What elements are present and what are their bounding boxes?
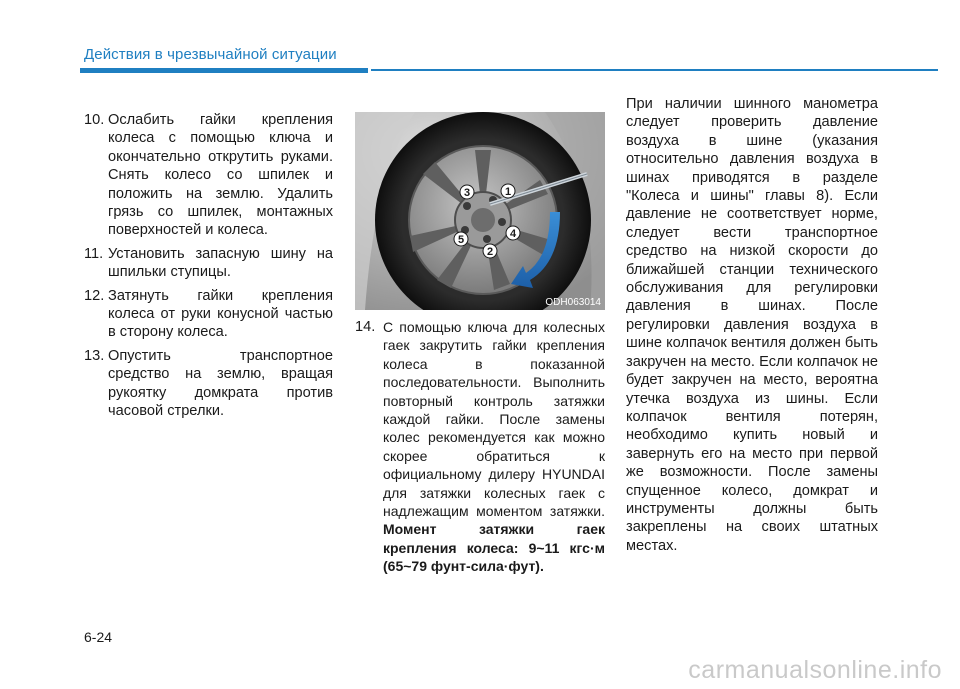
step-text: С помощью ключа для колесных гаек закрутить гайки крепления колеса в показанной последовательности. Выполнить повторный контроль затяжки каждой гайки. После замены колес рекомендуется как можно скорее обратиться к официальному дилеру HYUNDAI для затяжки колесных гаек с надлежащим моментом затяжки. <box>383 319 605 520</box>
header-rule-thin <box>371 69 938 71</box>
step-text: Затянуть гайки крепления колеса от руки конусной частью в сторону колеса. <box>108 287 333 341</box>
step-number: 14. <box>355 319 376 335</box>
marker-2: 2 <box>486 246 494 258</box>
step-10 <box>84 111 333 240</box>
marker-3: 3 <box>463 187 471 199</box>
step-13 <box>84 347 333 421</box>
step-number: 12. <box>84 287 105 304</box>
tire-pressure-paragraph: При наличии шинного манометра следует проверить давление воздуха в шине (указания относительно давления воздуха в шинах приводятся в разделе "Колеса и шины" главы 8). Если давление не соответствует норме, следует вести транспортное средство на низкой скорости до ближайшей станции технического обслуживания для регулировки давления в шинах. После регулировки давления воздуха в шине колпачок вентиля должен быть закручен на место. Если колпачок не будет закручен на место, вероятна утечка воздуха из шины. Если колпачок вентиля потерян, необходимо купить новый и завернуть его на место при первой же возможности. После замены спущенное колесо, домкрат и инструменты должны быть закреплены на своих штатных местах. <box>626 96 878 554</box>
step-number: 10. <box>84 112 105 128</box>
step-11 <box>84 245 333 282</box>
watermark: carmanualsonline.info <box>688 656 942 684</box>
marker-4: 4 <box>509 228 517 240</box>
step-text: Установить запасную шину на шпильки ступицы. <box>108 245 333 281</box>
right-column <box>626 95 878 555</box>
step-text: Ослабить гайки крепления колеса с помощью ключа и окончательно открутить руками. Снять колесо со шпилек и положить на землю. Удалить грязь со шпилек, монтажных поверхностей и колеса. <box>108 112 333 239</box>
step-12 <box>84 287 333 342</box>
step-number: 13. <box>84 347 105 364</box>
section-title: Действия в чрезвычайной ситуации <box>84 46 337 63</box>
step-number: 11. <box>84 245 104 262</box>
wheel-figure <box>355 112 605 310</box>
step-text: Опустить транспортное средство на землю, вращая рукоятку домкрата против часовой стрелки. <box>108 347 333 420</box>
torque-spec: Момент затяжки гаек крепления колеса: 9~11 кгс·м (65~79 фунт-сила·фут). <box>383 521 605 575</box>
page-number: 6-24 <box>84 629 113 645</box>
left-column <box>84 111 333 426</box>
wheel-illustration <box>355 112 605 310</box>
middle-column <box>355 318 605 581</box>
header-rule-thick <box>80 68 368 73</box>
step-14 <box>355 318 605 576</box>
marker-5: 5 <box>457 234 465 246</box>
figure-code: ODH063014 <box>545 297 601 308</box>
marker-1: 1 <box>504 186 512 198</box>
